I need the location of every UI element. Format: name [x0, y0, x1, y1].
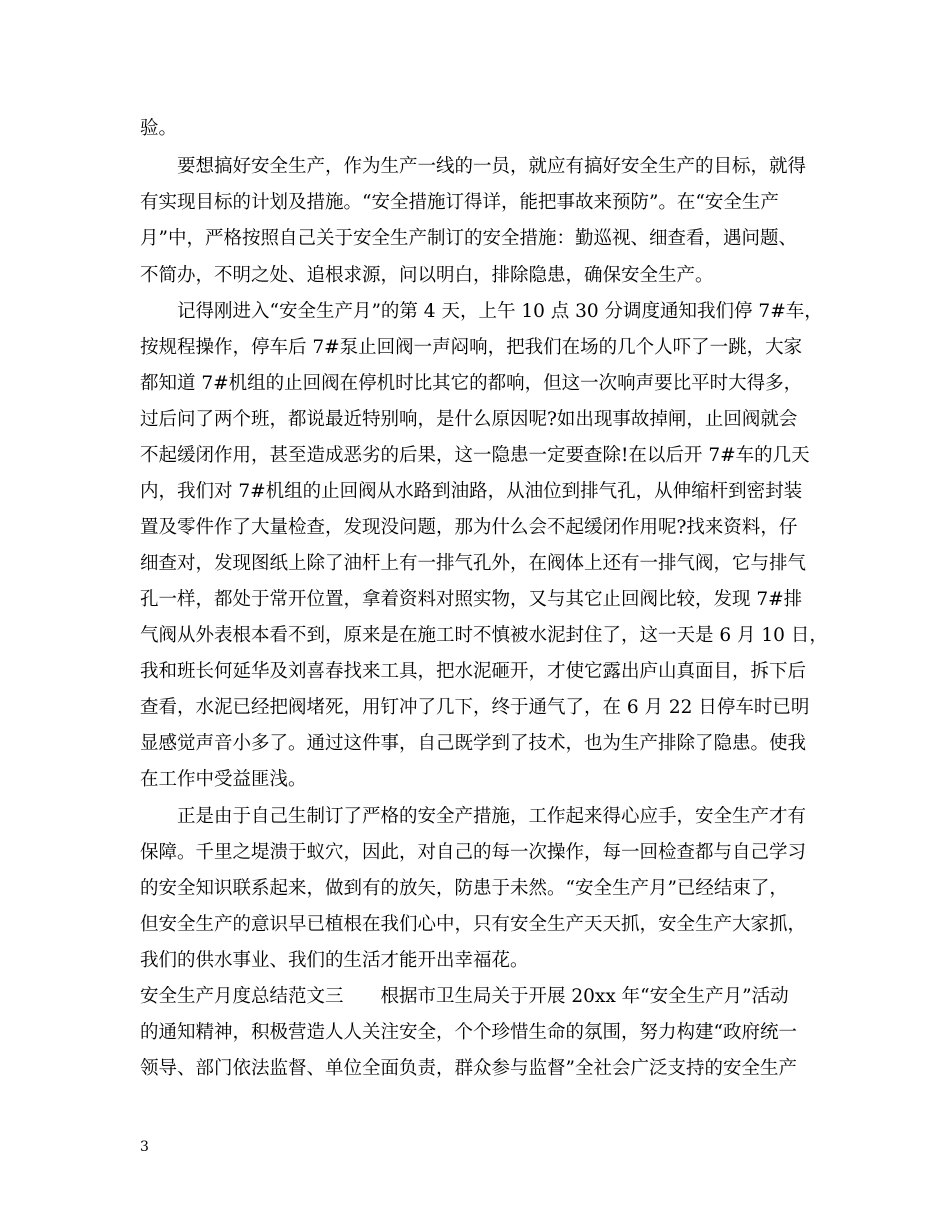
text-line: 月”中，严格按照自己关于安全生产制订的安全措施：勤巡视、细查看，遇问题、 [140, 228, 797, 249]
paragraph-start-line: 记得刚进入“安全生产月”的第 4 天，上午 10 点 30 分调度通知我们停 7#车， [177, 301, 823, 322]
text-line: 保障。千里之堤溃于蚁穴，因此，对自己的每一次操作，每一回检查都与自己学习 [140, 842, 807, 863]
text-line: 置及零件作了大量检查，发现没问题，那为什么会不起缓闭作用呢?找来资料，仔 [140, 517, 798, 538]
section-heading-line: 安全生产月度总结范文三 根据市卫生局关于开展 20xx 年“安全生产月”活动 [140, 986, 789, 1007]
page-number: 3 [140, 1139, 149, 1155]
text-line: 显感觉声音小多了。通过这件事，自己既学到了技术，也为生产排除了隐患。使我 [140, 733, 807, 754]
text-line: 细查对，发现图纸上除了油杆上有一排气孔外，在阀体上还有一排气阀，它与排气 [140, 553, 807, 574]
text-line: 我们的供水事业、我们的生活才能开出幸福花。 [140, 950, 529, 971]
text-line: 不简办，不明之处、追根求源，问以明白，排除隐患，确保安全生产。 [140, 265, 714, 286]
text-line: 气阀从外表根本看不到，原来是在施工时不慎被水泥封住了，这一天是 6 月 10 日， [140, 625, 828, 646]
text-line: 的通知精神，积极营造人人关注安全，个个珍惜生命的氛围，努力构建“政府统一 [140, 1022, 797, 1043]
text-line: 都知道 7#机组的止回阀在停机时比其它的都响，但这一次响声要比平时大得多， [140, 373, 803, 394]
text-line: 的安全知识联系起来，做到有的放矢，防患于未然。“安全生产月”已经结束了， [140, 878, 788, 899]
text-line: 在工作中受益匪浅。 [140, 769, 307, 790]
text-line: 内，我们对 7#机组的止回阀从水路到油路，从油位到排气孔，从伸缩杆到密封装 [140, 481, 803, 502]
text-line: 验。 [140, 118, 178, 139]
text-line: 我和班长何延华及刘喜春找来工具，把水泥砸开，才使它露出庐山真面目，拆下后 [140, 661, 807, 682]
text-line: 孔一样，都处于常开位置，拿着资料对照实物，又与其它止回阀比较，发现 7#排 [140, 589, 803, 610]
text-line: 有实现目标的计划及措施。“安全措施订得详，能把事故来预防”。在“安全生产 [140, 192, 779, 213]
text-line: 但安全生产的意识早已植根在我们心中，只有安全生产天天抓，安全生产大家抓， [140, 914, 807, 935]
text-line: 过后问了两个班，都说最近特别响，是什么原因呢?如出现事故掉闸，止回阀就会 [140, 409, 798, 430]
text-line: 按规程操作，停车后 7#泵止回阀一声闷响，把我们在场的几个人吓了一跳，大家 [140, 337, 803, 358]
text-line: 查看，水泥已经把阀堵死，用钉冲了几下，终于通气了，在 6 月 22 日停车时已明 [140, 697, 810, 718]
text-line: 不起缓闭作用，甚至造成恶劣的后果，这一隐患一定要查除!在以后开 7#车的几天 [140, 445, 810, 466]
text-line: 领导、部门依法监督、单位全面负责，群众参与监督”全社会广泛支持的安全生产 [140, 1058, 797, 1079]
paragraph-start-line: 正是由于自己生制订了严格的安全产措施，工作起来得心应手，安全生产才有 [177, 806, 807, 827]
paragraph-start-line: 要想搞好安全生产，作为生产一线的一员，就应有搞好安全生产的目标，就得 [177, 156, 807, 177]
